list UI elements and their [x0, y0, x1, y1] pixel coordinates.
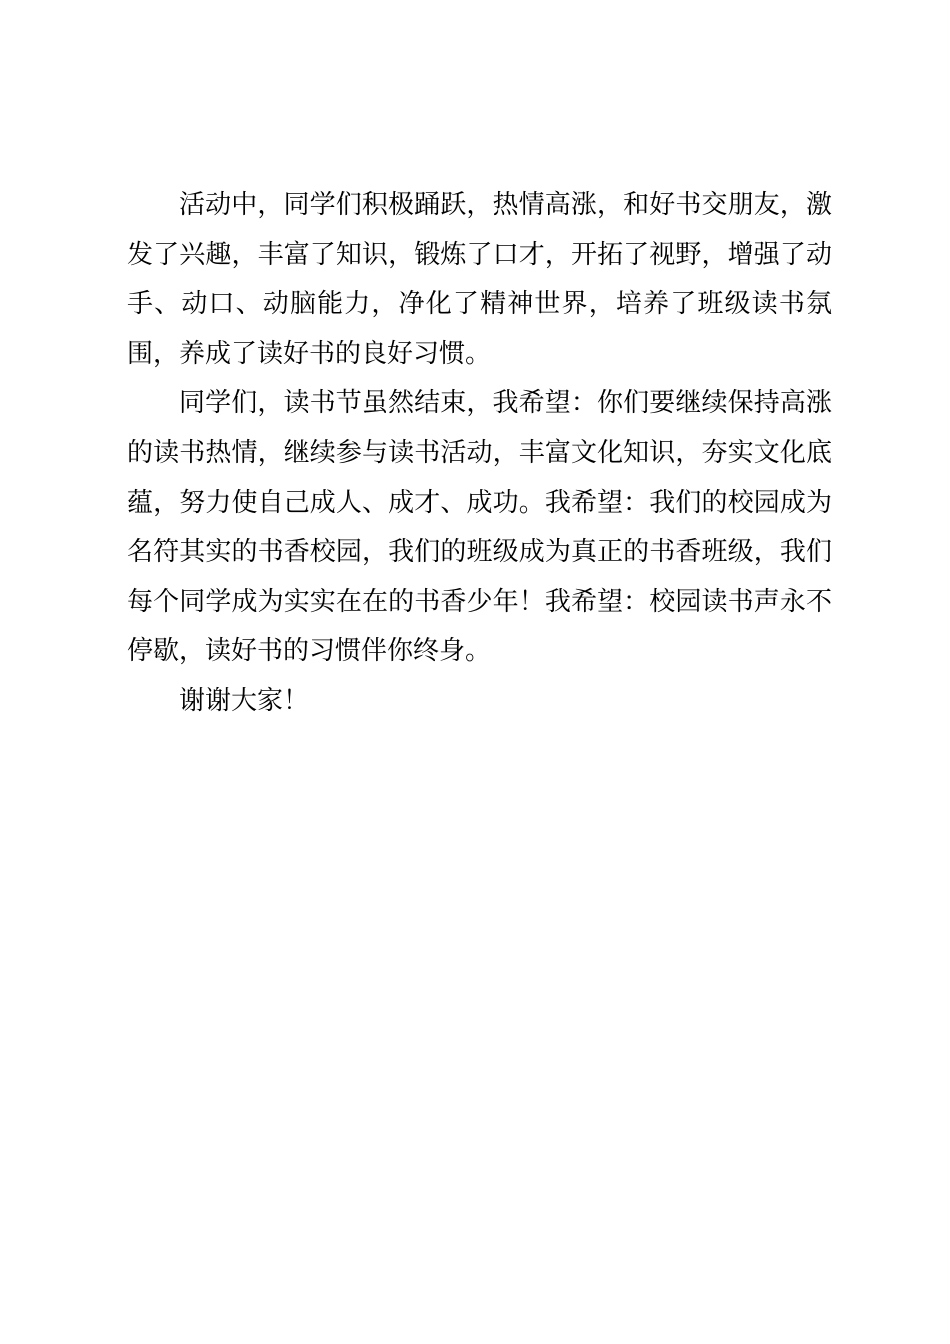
- paragraph-thanks: 谢谢大家！: [179, 685, 310, 716]
- paragraph-activity-summary: 活动中，同学们积极踊跃，热情高涨，和好书交朋友，激发了兴趣，丰富了知识，锻炼了口才，开拓了视野，增强了动手、动口、动脑能力，净化了精神世界，培养了班级读书氛围，养成了读好书的良好习惯。: [127, 190, 832, 369]
- document-page: [127, 181, 832, 727]
- paragraph-hopes: 同学们，读书节虽然结束，我希望：你们要继续保持高涨的读书热情，继续参与读书活动，丰富文化知识，夯实文化底蕴，努力使自己成人、成才、成功。我希望：我们的校园成为名符其实的书香校园，我们的班级成为真正的书香班级，我们每个同学成为实实在在的书香少年！我希望：校园读书声永不停歇，读好书的习惯伴你终身。: [127, 388, 832, 667]
